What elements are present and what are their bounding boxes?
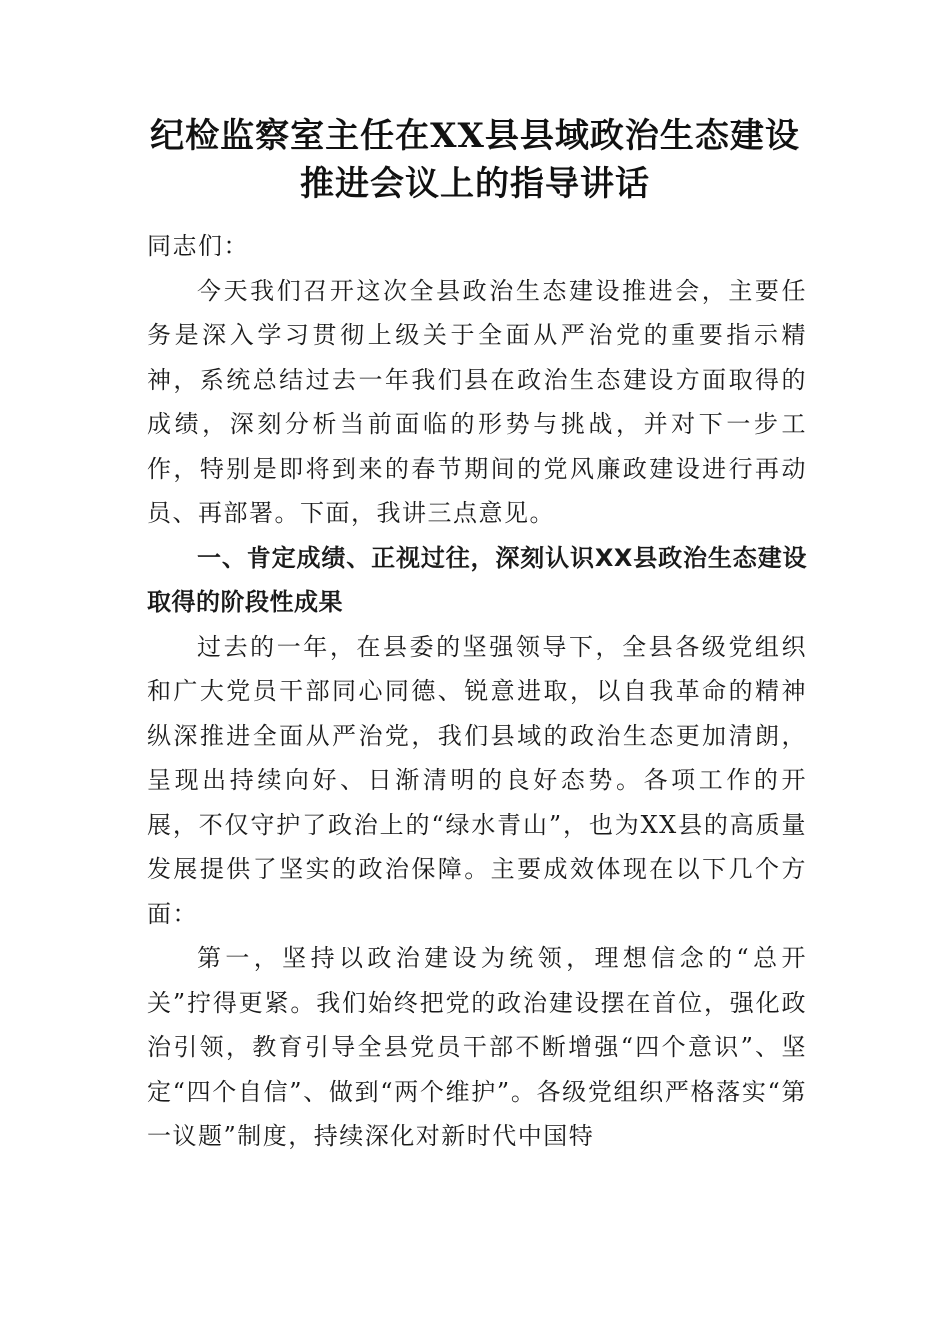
- document-title: [120, 112, 830, 208]
- section-heading-1: 一、肯定成绩、正视过往，深刻认识XX县政治生态建设取得的阶段性成果: [147, 543, 807, 616]
- paragraph-first-point: 第一，坚持以政治建设为统领，理想信念的“总开关”拧得更紧。我们始终把党的政治建设摆在首位，强化政治引领，教育引导全县党员干部不断增强“四个意识”、坚定“四个自信”、做到“两个维护”。各级党组织严格落实“第一议题”制度，持续深化对新时代中国特: [147, 944, 807, 1150]
- salutation: 同志们：: [147, 232, 249, 260]
- title-line-2: 推进会议上的指导讲话: [300, 164, 650, 204]
- document-body: [147, 224, 807, 1159]
- title-line-1: 纪检监察室主任在XX县县域政治生态建设: [150, 116, 800, 156]
- paragraph-achievements: 过去的一年，在县委的坚强领导下，全县各级党组织和广大党员干部同心同德、锐意进取，以自我革命的精神纵深推进全面从严治党，我们县域的政治生态更加清朗，呈现出持续向好、日渐清明的良好态势。各项工作的开展，不仅守护了政治上的“绿水青山”，也为XX县的高质量发展提供了坚实的政治保障。主要成效体现在以下几个方面：: [147, 632, 807, 928]
- paragraph-intro: 今天我们召开这次全县政治生态建设推进会，主要任务是深入学习贯彻上级关于全面从严治党的重要指示精神，系统总结过去一年我们县在政治生态建设方面取得的成绩，深刻分析当前面临的形势与挑战，并对下一步工作，特别是即将到来的春节期间的党风廉政建设进行再动员、再部署。下面，我讲三点意见。: [147, 276, 807, 527]
